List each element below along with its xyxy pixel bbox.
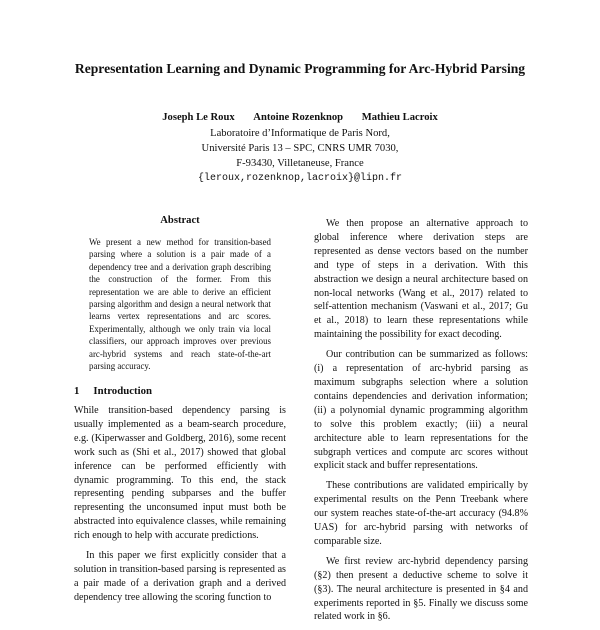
body-paragraph: These contributions are validated empirically by experimental results on the Penn Treebank where our system reaches state-of-the-art accuracy (94.8% UAS) for arc-hybrid parsing with networks of comparable size. xyxy=(314,480,528,547)
section-title: Introduction xyxy=(93,385,153,397)
affiliation-line: F-93430, Villetaneuse, France xyxy=(236,158,364,169)
body-paragraph: Our contribution can be summarized as follows: (i) a representation of arc-hybrid parsing as maximum subgraphs selection where a solution contains dependencies and derivation information; (ii) a polynomial dynamic programming algorithm to solve this problem exactly; (iii) a neural architecture able to learn representations for the subgraph vertices and compute arc scores without explicit stack and buffer representations. xyxy=(314,349,528,472)
body-paragraph: We then propose an alternative approach to global inference where derivation steps are represented as dense vectors based on the number and type of steps in a derivation. With this abstraction we design a neural architecture based on non-local networks (Wang et al., 2017) related to self-attention mechanism (Vaswani et al., 2017; Gu et al., 2018) to learn these representations while maintaining the possibility for exact decoding. xyxy=(314,218,528,341)
section-number: 1 xyxy=(74,385,80,397)
author-name: Mathieu Lacroix xyxy=(361,112,438,123)
right-column xyxy=(314,217,528,630)
affiliation-line: Université Paris 13 – SPC, CNRS UMR 7030, xyxy=(201,143,399,154)
section-heading xyxy=(74,385,152,397)
paper-title: Representation Learning and Dynamic Programming for Arc-Hybrid Parsing xyxy=(74,61,526,76)
affiliation-line: Laboratoire d’Informatique de Paris Nord, xyxy=(210,128,390,139)
body-paragraph: We first review arc-hybrid dependency parsing (§2) then present a deductive scheme to solve it (§3). The neural architecture is presented in §4 and experiments reported in §5. Finally we discuss some related work in §6. xyxy=(314,555,528,623)
intro-paragraph: While transition-based dependency parsing is usually implemented as a beam-search procedure, e.g. (Kiperwasser and Goldberg, 2016), some recent work such as (Shi et al., 2017) showed that global inference can be performed efficiently with dynamic programming. To this end, the stack representing pending subparses and the buffer representing the unconsumed input must both be abstracted into equivalence classes, while remaining rich enough to help with accurate predictions. xyxy=(74,405,286,542)
affiliation-block xyxy=(60,126,540,186)
abstract-text: We present a new method for transition-based parsing where a solution is a pair made of a dependency tree and a derivation graph describing the construction of the former. From this representation we are able to derive an efficient parsing algorithm and design a neural network that learns vertex representations and arc scores. Experimentally, although we only train via local classifiers, our approach improves over previous arc-hybrid systems and reach state-of-the-art parsing accuracy. xyxy=(89,237,271,372)
author-name: Joseph Le Roux xyxy=(162,112,235,123)
intro-left-column xyxy=(74,404,286,611)
intro-paragraph: In this paper we first explicitly consider that a solution in transition-based parsing is represented as a pair made of a derivation graph and a derived dependency tree allowing the scoring function to xyxy=(74,550,286,603)
email-address: {leroux,rozenknop,lacroix}@lipn.fr xyxy=(197,173,403,184)
abstract-heading: Abstract xyxy=(160,215,200,226)
author-list xyxy=(60,111,540,125)
author-name: Antoine Rozenknop xyxy=(253,112,344,123)
